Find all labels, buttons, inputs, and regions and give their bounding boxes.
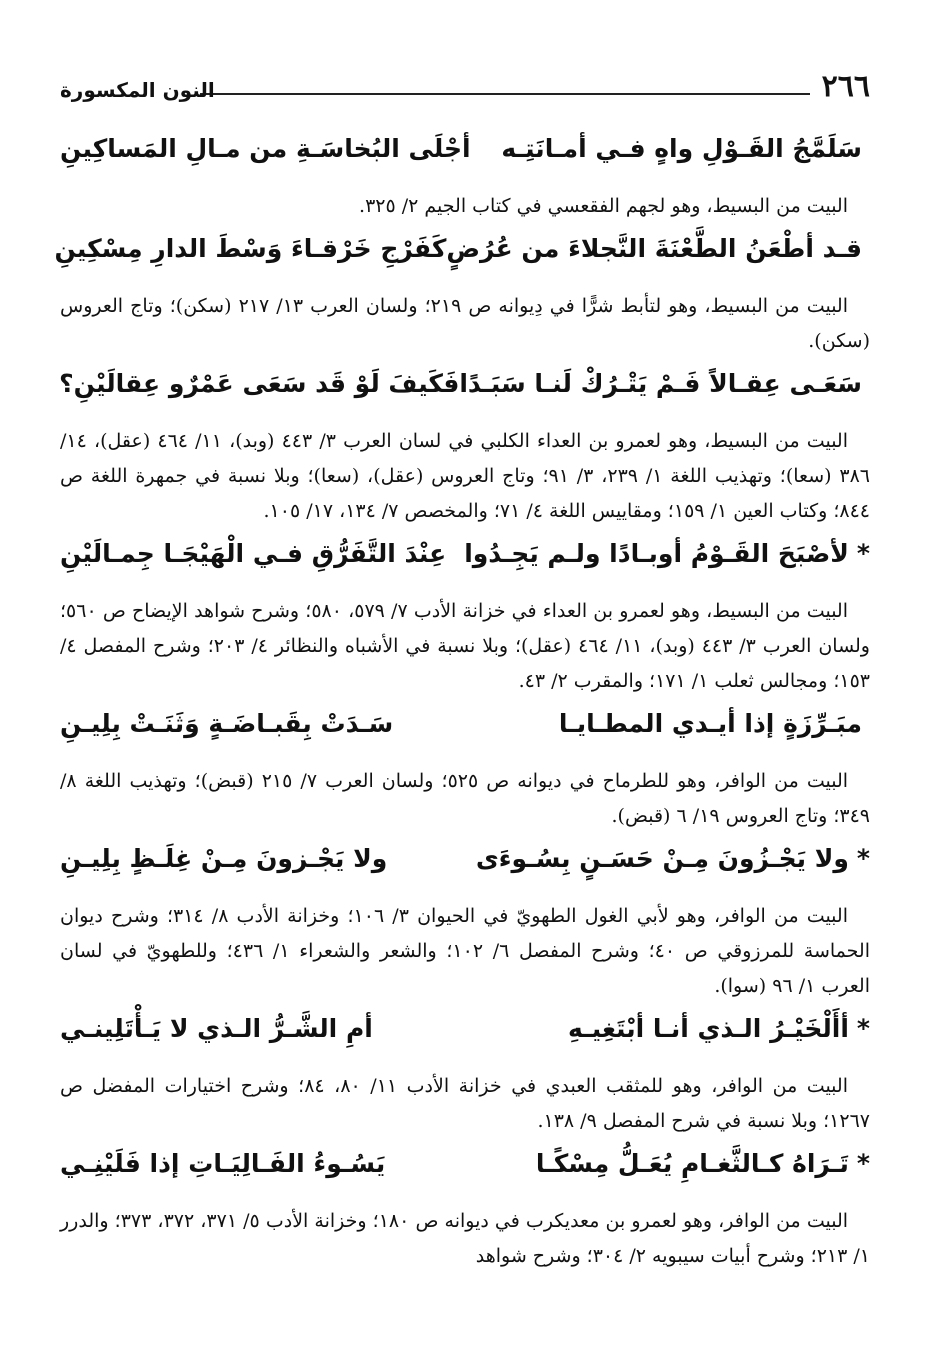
first-hemistich: لأصْبَحَ القَـوْمُ أوبـادًا ولـم يَجِـدُوا: [464, 539, 849, 568]
star-marker: *: [856, 844, 870, 873]
first-hemistich: ولا يَجْـزُونَ مِـنْ حَسَـنٍ بِسُـوءَى: [475, 844, 849, 873]
verse-entry: [60, 1008, 870, 1139]
poetry-entries: [54, 128, 871, 1278]
running-title: النون المكسورة: [60, 78, 215, 102]
first-hemistich: سَلَمَّجُ القَـوْلِ واهٍ فـي أمـانَتِـه: [501, 134, 862, 163]
verse-line: [60, 1008, 870, 1050]
first-hemistich-wrap: [446, 228, 870, 270]
verse-line: [60, 703, 870, 745]
verse-note: البيت من الوافر، وهو لأبي الغول الطهويّ في الحيوان ٣/ ١٠٦؛ وخزانة الأدب ٨/ ٣١٤؛ وشرح ديوان الحماسة للمرزوقي ص ٤٠؛ وشرح المفصل ٦/ ١٠٢؛ والشعر والشعراء ١/ ٤٣٦؛ وللطهويّ في لسان العرب ١/ ٩٦ (سوا).: [60, 905, 871, 997]
second-hemistich: كَفَرْجِ خَرْقـاءَ وَسْطَ الدارِ مِسْكِينِ: [54, 234, 447, 263]
first-hemistich-wrap: [459, 363, 870, 405]
first-hemistich-wrap: [559, 703, 870, 745]
verse-entry: [60, 363, 870, 529]
first-hemistich-wrap: [501, 128, 870, 170]
first-hemistich: قـد أطْعَنُ الطَّعْنَةَ النَّجلاءَ من عُرُضٍ: [446, 234, 862, 263]
first-hemistich: أأَلْخَيْـرُ الـذي أنـا أبْتَغِيـهِ: [568, 1014, 849, 1043]
page-header: [60, 70, 870, 110]
second-hemistich: عِنْدَ التَّفَرُّقِ فـي الْهَيْجَـا جِمـالَيْنِ: [60, 539, 447, 568]
first-hemistich: سَعَـى عِقـالاً فَـمْ يَتْـرُكْ لَنـا سَبَـدًا: [459, 369, 862, 398]
verse-entry: [54, 228, 870, 359]
second-hemistich: فَكَيفَ لَوْ قَد سَعَى عَمْرٌو عِقالَيْنِ؟: [59, 369, 460, 398]
verse-note: البيت من الوافر، وهو للمثقب العبدي في خزانة الأدب ١١/ ٨٠، ٨٤؛ وشرح اختيارات المفضل ص ١٢٦٧؛ وبلا نسبة في شرح المفصل ٩/ ١٣٨.: [60, 1075, 870, 1132]
star-marker: *: [856, 539, 870, 568]
second-hemistich: سَـدَتْ بِقَبـاضَـةٍ وَثَنَـتْ بِلِيـنِ: [60, 709, 394, 738]
star-marker: *: [856, 1014, 870, 1043]
first-hemistich: تَـرَاهُ كـالثَّغـامِ يُعَـلُّ مِسْكًـا: [535, 1149, 849, 1178]
first-hemistich-wrap: [568, 1008, 870, 1050]
first-hemistich-wrap: [476, 838, 870, 880]
verse-entry: [60, 838, 870, 1004]
book-page: [54, 50, 871, 1330]
star-marker: *: [856, 1149, 870, 1178]
verse-note: البيت من البسيط، وهو لعمرو بن العداء الكلبي في لسان العرب ٣/ ٤٤٣ (وبد)، ١١/ ٤٦٤ (عقل)، ١٤/ ٣٨٦ (سعا)؛ وتهذيب اللغة ١/ ٢٣٩، ٣/ ٩١؛ وتاج العروس (عقل)، (سعا)؛ وبلا نسبة في جمهرة اللغة ص ٨٤٤؛ وكتاب العين ١/ ١٥٩؛ ومقاييس اللغة ٤/ ٧١؛ والمخصص ٧/ ١٣٤، ١٧/ ١٠٥.: [60, 430, 871, 522]
verse-note: البيت من الوافر، وهو للطرماح في ديوانه ص ٥٢٥؛ ولسان العرب ٧/ ٢١٥ (قبض)؛ وتهذيب اللغة ٨/ ٣٤٩؛ وتاج العروس ١٩/ ٦ (قبض).: [60, 770, 870, 827]
verse-note: البيت من الوافر، وهو لعمرو بن معديكرب في ديوانه ص ١٨٠؛ وخزانة الأدب ٥/ ٣٧١، ٣٧٢، ٣٧٣؛ والدرر ١/ ٢١٣؛ وشرح أبيات سيبويه ٢/ ٣٠٤؛ وشرح شواهد: [60, 1210, 870, 1267]
first-hemistich-wrap: [536, 1143, 870, 1185]
verse-note: البيت من البسيط، وهو لتأبط شرًّا في دِيوانه ص ٢١٩؛ ولسان العرب ١٣/ ٢١٧ (سكن)؛ وتاج العروس (سكن).: [60, 295, 870, 352]
verse-line: [60, 128, 870, 170]
verse-line: [60, 838, 870, 880]
verse-line: [54, 228, 870, 270]
first-hemistich-wrap: [464, 533, 870, 575]
second-hemistich: أجْلَى البُخاسَـةِ من مـالِ المَساكِينِ: [60, 134, 471, 163]
verse-line: [60, 533, 870, 575]
header-rule: [200, 93, 810, 95]
first-hemistich: مبَـرِّزَةٍ إذا أيـدي المطـايـا: [558, 709, 862, 738]
verse-entry: [60, 128, 870, 224]
verse-note: البيت من البسيط، وهو لعمرو بن العداء في خزانة الأدب ٧/ ٥٧٩، ٥٨٠؛ وشرح شواهد الإيضاح ص ٥٦٠؛ ولسان العرب ٣/ ٤٤٣ (وبد)، ١١/ ٤٦٤ (عقل)؛ وبلا نسبة في الأشباه والنظائر ٤/ ٢٠٣؛ وشرح المفصل ٤/ ١٥٣؛ ومجالس ثعلب ١/ ١٧١؛ والمقرب ٢/ ٤٣.: [60, 600, 870, 692]
verse-line: [60, 1143, 870, 1185]
second-hemistich: يَسُـوءُ الفَـالِيَـاتِ إذا فَلَيْنِـي: [60, 1149, 386, 1178]
verse-entry: [60, 533, 870, 699]
second-hemistich: ولا يَجْـزونَ مِـنْ غِلَـظٍ بِلِيـنِ: [60, 844, 388, 873]
verse-note: البيت من البسيط، وهو لجهم الفقعسي في كتاب الجيم ٢/ ٣٢٥.: [359, 195, 848, 217]
verse-line: [60, 363, 870, 405]
verse-entry: [60, 703, 870, 834]
verse-entry: [60, 1143, 870, 1274]
second-hemistich: أمِ الشَّـرُّ الـذي لا يَـأْتَلِينـي: [60, 1014, 373, 1043]
page-number: ٢٦٦: [821, 69, 870, 104]
